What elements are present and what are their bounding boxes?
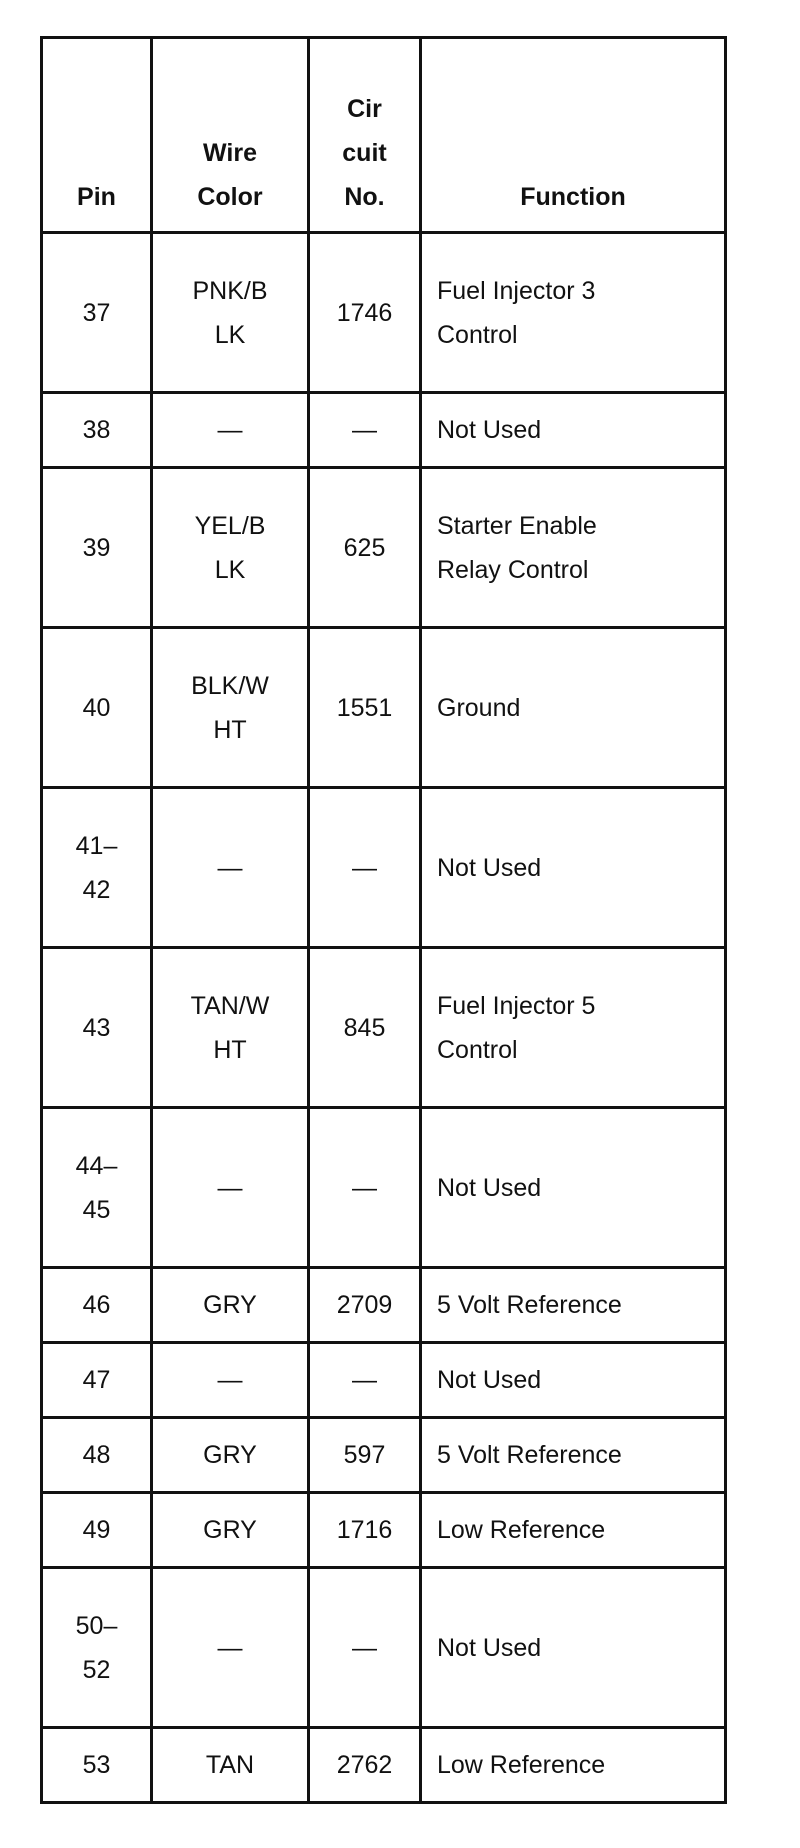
- cell-wire-color: PNK/B LK: [152, 233, 309, 393]
- table-row: [42, 948, 726, 1108]
- cell-wire-color: —: [152, 1343, 309, 1418]
- cell-pin: 53: [42, 1728, 152, 1803]
- table-row: [42, 468, 726, 628]
- cell-function: Starter Enable Relay Control: [421, 468, 726, 628]
- cell-function: Fuel Injector 5 Control: [421, 948, 726, 1108]
- table-row: [42, 233, 726, 393]
- table-row: [42, 1268, 726, 1343]
- header-wire-color: Wire Color: [152, 38, 309, 233]
- cell-function: Not Used: [421, 1343, 726, 1418]
- cell-wire-color: TAN/W HT: [152, 948, 309, 1108]
- cell-wire-color: GRY: [152, 1268, 309, 1343]
- header-pin: Pin: [42, 38, 152, 233]
- cell-wire-color: YEL/B LK: [152, 468, 309, 628]
- cell-wire-color: —: [152, 1108, 309, 1268]
- connector-pinout-table: [40, 36, 727, 1804]
- table-body: [42, 233, 726, 1803]
- cell-pin: 47: [42, 1343, 152, 1418]
- cell-circuit-no: 1716: [309, 1493, 421, 1568]
- cell-circuit-no: —: [309, 393, 421, 468]
- cell-pin: 46: [42, 1268, 152, 1343]
- table-row: [42, 1728, 726, 1803]
- cell-function: Fuel Injector 3 Control: [421, 233, 726, 393]
- cell-circuit-no: —: [309, 1568, 421, 1728]
- header-circuit-no: Cir cuit No.: [309, 38, 421, 233]
- cell-circuit-no: 2762: [309, 1728, 421, 1803]
- cell-pin: 37: [42, 233, 152, 393]
- cell-circuit-no: 845: [309, 948, 421, 1108]
- cell-function: Ground: [421, 628, 726, 788]
- header-function: Function: [421, 38, 726, 233]
- cell-function: 5 Volt Reference: [421, 1268, 726, 1343]
- cell-wire-color: GRY: [152, 1493, 309, 1568]
- table-row: [42, 1108, 726, 1268]
- cell-pin: 44– 45: [42, 1108, 152, 1268]
- cell-circuit-no: 1551: [309, 628, 421, 788]
- cell-wire-color: GRY: [152, 1418, 309, 1493]
- cell-circuit-no: 2709: [309, 1268, 421, 1343]
- cell-pin: 50– 52: [42, 1568, 152, 1728]
- cell-pin: 40: [42, 628, 152, 788]
- cell-function: Not Used: [421, 1568, 726, 1728]
- cell-wire-color: —: [152, 788, 309, 948]
- cell-pin: 43: [42, 948, 152, 1108]
- cell-pin: 41– 42: [42, 788, 152, 948]
- cell-function: Not Used: [421, 788, 726, 948]
- cell-wire-color: TAN: [152, 1728, 309, 1803]
- cell-wire-color: —: [152, 1568, 309, 1728]
- cell-circuit-no: —: [309, 1343, 421, 1418]
- cell-pin: 49: [42, 1493, 152, 1568]
- table-row: [42, 1493, 726, 1568]
- cell-pin: 39: [42, 468, 152, 628]
- table-row: [42, 1418, 726, 1493]
- table-row: [42, 628, 726, 788]
- cell-function: Low Reference: [421, 1493, 726, 1568]
- cell-circuit-no: —: [309, 1108, 421, 1268]
- table-row: [42, 788, 726, 948]
- cell-wire-color: —: [152, 393, 309, 468]
- cell-wire-color: BLK/W HT: [152, 628, 309, 788]
- cell-function: 5 Volt Reference: [421, 1418, 726, 1493]
- cell-circuit-no: 625: [309, 468, 421, 628]
- cell-circuit-no: —: [309, 788, 421, 948]
- cell-pin: 38: [42, 393, 152, 468]
- table-header: [42, 38, 726, 233]
- cell-circuit-no: 597: [309, 1418, 421, 1493]
- table-row: [42, 1568, 726, 1728]
- cell-function: Low Reference: [421, 1728, 726, 1803]
- table-row: [42, 1343, 726, 1418]
- table-row: [42, 393, 726, 468]
- cell-pin: 48: [42, 1418, 152, 1493]
- cell-function: Not Used: [421, 393, 726, 468]
- header-row: [42, 38, 726, 233]
- cell-circuit-no: 1746: [309, 233, 421, 393]
- cell-function: Not Used: [421, 1108, 726, 1268]
